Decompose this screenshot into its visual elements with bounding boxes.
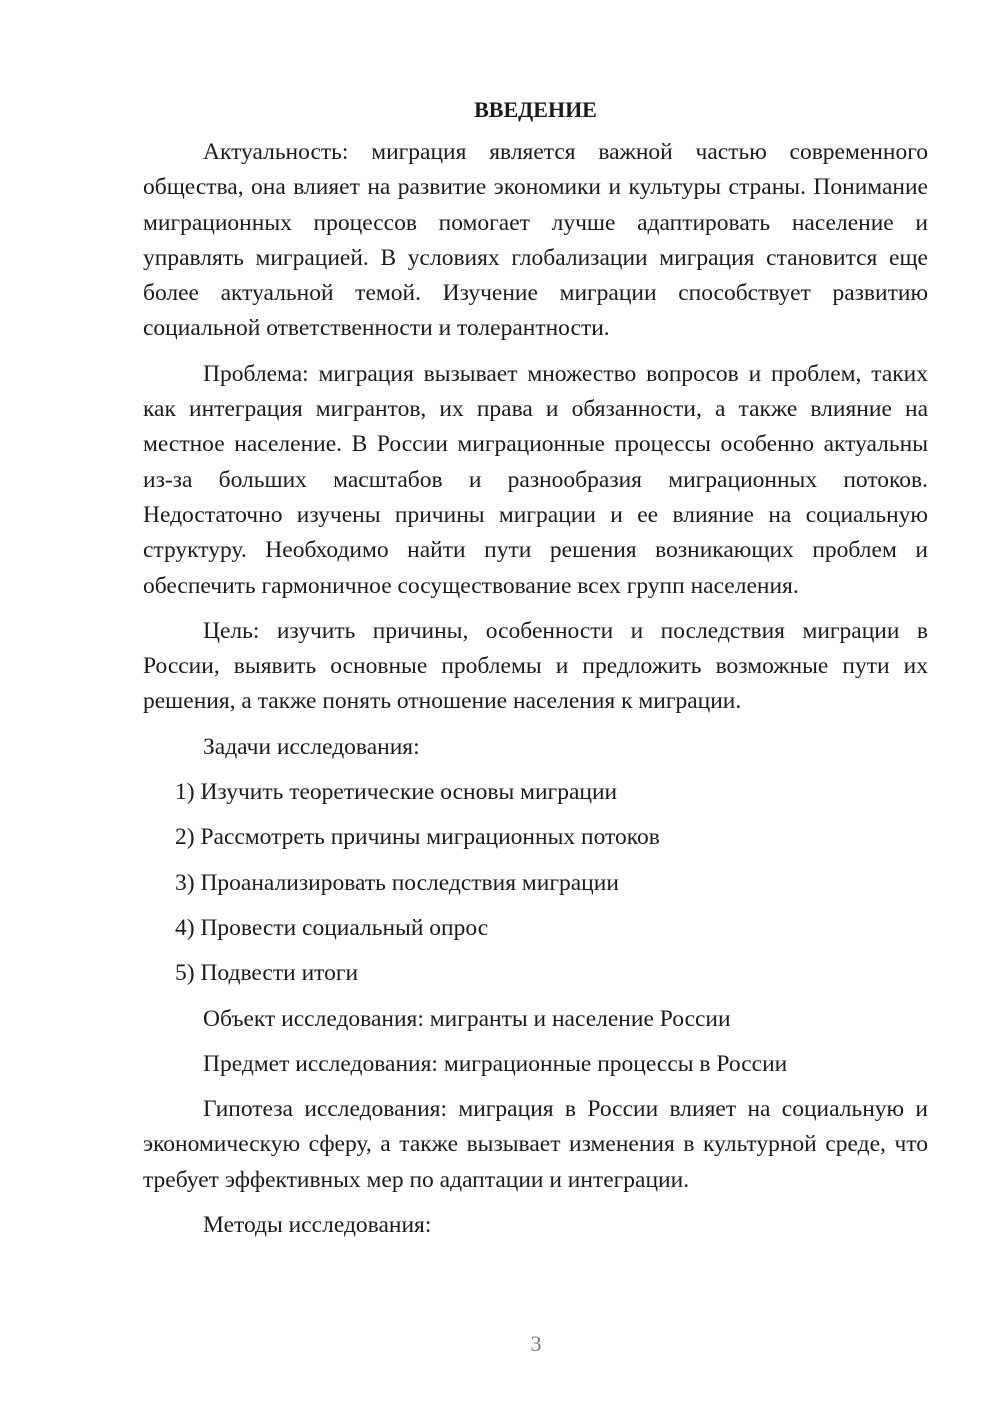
relevance-paragraph: Актуальность: миграция является важной частью современного общества, она влияет на развитие экономики и культуры страны. Понимание миграционных процессов помогает лучше адаптировать население и управлять миграцией. В условиях глобализации миграция становится еще более актуальной темой. Изучение миграции способствует развитию социальной ответственности и толерантности. [143,139,928,342]
page-content [143,92,928,1253]
subject-line: Предмет исследования: миграционные процессы в России [203,1050,788,1077]
list-item: 5) Подвести итоги [175,960,359,987]
problem-paragraph: Проблема: миграция вызывает множество вопросов и проблем, таких как интеграция мигрантов, их права и обязанности, а также влияние на местное население. В России миграционные процессы особенно актуальны из-за больших масштабов и разнообразия миграционных потоков. Недостаточно изучены причины миграции и ее влияние на социальную структуру. Необходимо найти пути решения возникающих проблем и обеспечить гармоничное сосуществование всех групп населения. [143,360,928,599]
section-heading: ВВЕДЕНИЕ [474,97,597,122]
tasks-title: Задачи исследования: [203,733,420,760]
list-item: 3) Проанализировать последствия миграции [175,869,619,896]
list-item: 2) Рассмотреть причины миграционных потоков [175,824,660,851]
methods-title: Методы исследования: [203,1212,432,1239]
list-item: 4) Провести социальный опрос [175,914,489,941]
page-number: 3 [530,1331,542,1356]
tasks-list [143,775,928,991]
list-item: 1) Изучить теоретические основы миграции [175,779,618,806]
object-line: Объект исследования: мигранты и население России [203,1005,731,1032]
goal-paragraph: Цель: изучить причины, особенности и последствия миграции в России, выявить основные проблемы и предложить возможные пути их решения, а также понять отношение населения к миграции. [143,617,928,715]
hypothesis-paragraph: Гипотеза исследования: миграция в России влияет на социальную и экономическую сферу, а также вызывает изменения в культурной среде, что требует эффективных мер по адаптации и интеграции. [143,1096,928,1193]
